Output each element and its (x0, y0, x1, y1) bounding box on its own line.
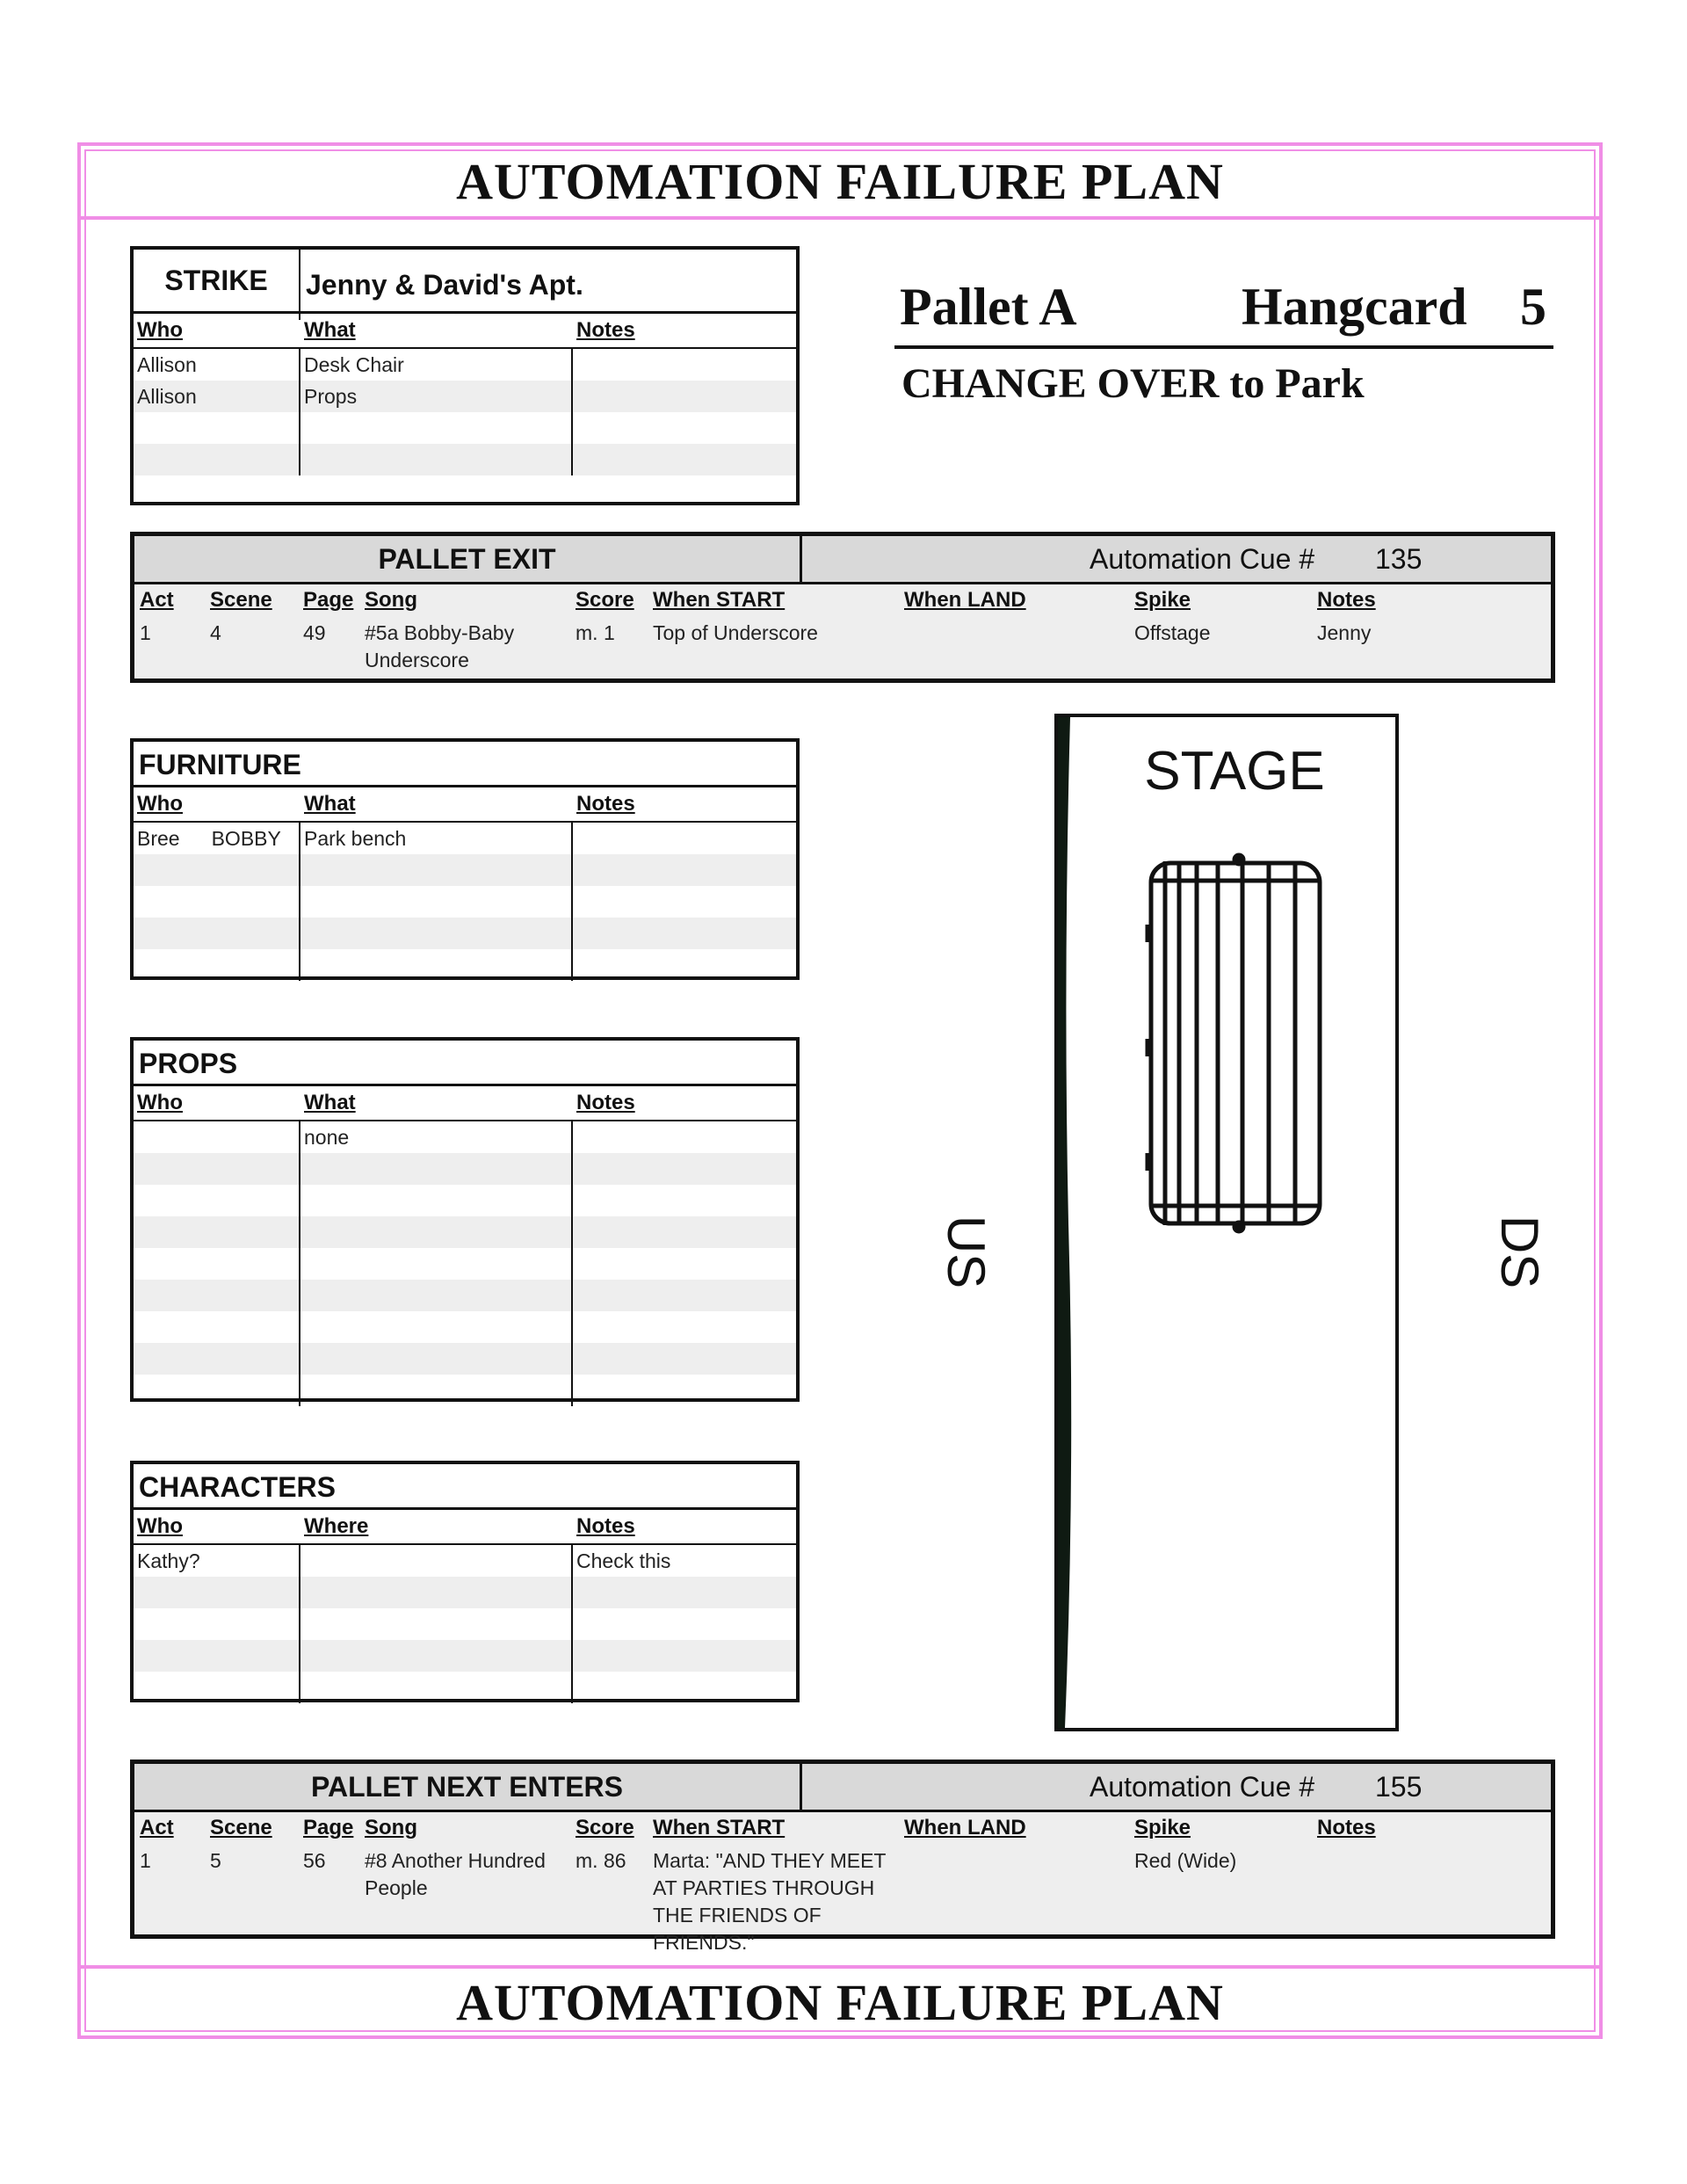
table-row (134, 1311, 796, 1343)
header-when-land: When LAND (904, 588, 1026, 612)
header-what: What (304, 318, 356, 342)
cell-who (134, 1375, 300, 1406)
cell-notes (573, 823, 796, 854)
cell-what (300, 1311, 573, 1343)
header-what: What (304, 792, 356, 816)
header-notes: Notes (1317, 1816, 1376, 1839)
cell-notes: Jenny (1317, 621, 1372, 644)
cell-notes (573, 918, 796, 949)
cell-what (300, 1153, 573, 1185)
strike-header (134, 250, 796, 314)
cell-notes (573, 1248, 796, 1280)
cell-what (300, 1185, 573, 1216)
table-row (134, 349, 796, 381)
table-row (134, 1216, 796, 1248)
cell-notes (573, 1577, 796, 1608)
table-row (134, 1640, 796, 1672)
cell-notes: Check this (576, 1549, 671, 1572)
cell-what (300, 949, 573, 981)
table-row (134, 1545, 796, 1577)
furniture-column-headers (134, 787, 796, 823)
cell-who (134, 823, 300, 854)
header-what: What (304, 1091, 356, 1114)
cell-notes (573, 349, 796, 381)
cue-label: Automation Cue # (1090, 1771, 1315, 1803)
hangcard-label: Hangcard (1242, 278, 1467, 336)
automation-cue (802, 536, 1551, 582)
cell-who-role: BOBBY (211, 827, 281, 850)
header-notes: Notes (576, 318, 635, 342)
cell-who (134, 1121, 300, 1153)
props-table (130, 1037, 800, 1402)
cell-where (300, 1577, 573, 1608)
pallet-next-title: PALLET NEXT ENTERS (134, 1764, 802, 1810)
upstage-label: US (937, 1215, 996, 1289)
cell-who (134, 1311, 300, 1343)
cell-where (300, 1608, 573, 1640)
table-row (134, 1577, 796, 1608)
header-who: Who (137, 1514, 183, 1538)
pallet-next-table (130, 1760, 1555, 1954)
cell-who: Kathy? (137, 1549, 200, 1572)
cell-scene: 4 (210, 621, 221, 644)
props-column-headers (134, 1086, 796, 1121)
pallet-line (894, 277, 1553, 349)
cell-what (300, 1343, 573, 1375)
furniture-table (130, 738, 800, 980)
column-divider (299, 349, 300, 475)
cell-notes (573, 886, 796, 918)
column-divider (571, 823, 573, 981)
cell-who (134, 412, 300, 444)
cue-label: Automation Cue # (1090, 543, 1315, 575)
cell-who (134, 1640, 300, 1672)
cell-notes (573, 412, 796, 444)
table-row (134, 444, 796, 475)
automation-cue (802, 1764, 1551, 1810)
header-notes: Notes (576, 1514, 635, 1538)
header-when-land: When LAND (904, 1816, 1026, 1839)
column-divider (299, 823, 300, 981)
furniture-title: FURNITURE (134, 742, 796, 787)
cell-who (134, 1672, 300, 1703)
column-divider (571, 1545, 573, 1703)
strike-label: STRIKE (134, 250, 300, 320)
cell-who (134, 1280, 300, 1311)
cell-when-start: Top of Underscore (653, 621, 818, 644)
table-row (134, 1343, 796, 1375)
cell-where (300, 1640, 573, 1672)
header-spike: Spike (1134, 588, 1191, 612)
cell-notes (573, 854, 796, 886)
cell-notes (573, 381, 796, 412)
header-where: Where (304, 1514, 369, 1538)
cell-what (300, 412, 573, 444)
header-who: Who (137, 1091, 183, 1114)
park-bench-icon (1148, 855, 1320, 1231)
top-banner: AUTOMATION FAILURE PLAN (81, 148, 1599, 220)
cell-who-name: Bree (137, 827, 180, 850)
cell-what (300, 918, 573, 949)
table-row (134, 1375, 796, 1406)
cell-who (134, 1185, 300, 1216)
header-song: Song (365, 588, 417, 612)
characters-column-headers (134, 1510, 796, 1545)
cell-score: m. 86 (576, 1849, 626, 1872)
characters-table (130, 1461, 800, 1702)
downstage-label: DS (1490, 1215, 1550, 1289)
cell-score: m. 1 (576, 621, 615, 644)
cell-notes (573, 1375, 796, 1406)
header-notes: Notes (576, 792, 635, 816)
cell-what: Props (304, 385, 358, 408)
pallet-name: Pallet A (900, 278, 1077, 336)
table-row (134, 1185, 796, 1216)
cell-what: none (304, 1126, 350, 1149)
cell-song: #5a Bobby-Baby Underscore (365, 621, 515, 671)
cell-who (134, 949, 300, 981)
cell-what (300, 1375, 573, 1406)
cell-what (300, 886, 573, 918)
header-act: Act (140, 1816, 174, 1839)
cell-where (300, 1545, 573, 1577)
cell-notes (573, 949, 796, 981)
cell-notes (573, 1185, 796, 1216)
header-when-start: When START (653, 1816, 786, 1839)
hangcard-number: 5 (1520, 278, 1546, 336)
cell-what: Desk Chair (304, 353, 404, 376)
cell-who: Allison (137, 385, 197, 408)
cell-who: Allison (137, 353, 197, 376)
column-divider (299, 1121, 300, 1406)
cell-notes (573, 1216, 796, 1248)
header-when-start: When START (653, 588, 786, 612)
header-spike: Spike (1134, 1816, 1191, 1839)
pallet-exit-table (130, 532, 1555, 683)
cell-notes (573, 1280, 796, 1311)
cell-act: 1 (140, 621, 151, 644)
table-row (134, 381, 796, 412)
table-row (134, 1672, 796, 1703)
strike-table (130, 246, 800, 505)
cell-who (134, 444, 300, 475)
cell-who (134, 1248, 300, 1280)
header-notes: Notes (1317, 588, 1376, 612)
cell-notes (573, 1121, 796, 1153)
header-scene: Scene (210, 1816, 272, 1839)
header-page: Page (303, 1816, 354, 1839)
cell-scene: 5 (210, 1849, 221, 1872)
table-row (134, 949, 796, 981)
strike-location: Jenny & David's Apt. (306, 269, 583, 301)
table-row (134, 886, 796, 918)
stage-label: STAGE (1144, 741, 1325, 802)
header-who: Who (137, 318, 183, 342)
cell-who (134, 1577, 300, 1608)
cell-what (300, 854, 573, 886)
table-row (134, 1153, 796, 1185)
cell-who (134, 854, 300, 886)
cell-what (300, 1216, 573, 1248)
cell-where (300, 1672, 573, 1703)
change-over: CHANGE OVER to Park (901, 360, 1365, 407)
header-act: Act (140, 588, 174, 612)
header-who: Who (137, 792, 183, 816)
characters-title: CHARACTERS (134, 1464, 796, 1510)
cell-notes (573, 444, 796, 475)
stage-drawing (1054, 714, 1399, 1731)
table-row (134, 1608, 796, 1640)
cell-who (134, 886, 300, 918)
column-divider (299, 1545, 300, 1703)
cell-act: 1 (140, 1849, 151, 1872)
table-row (134, 823, 796, 854)
cell-page: 56 (303, 1849, 326, 1872)
cell-what (300, 1248, 573, 1280)
cell-what (300, 1280, 573, 1311)
cell-spike: Offstage (1134, 621, 1211, 644)
header-scene: Scene (210, 588, 272, 612)
cell-what: Park bench (304, 827, 407, 850)
cell-song: #8 Another Hundred People (365, 1849, 546, 1899)
cell-notes (573, 1311, 796, 1343)
table-row (134, 854, 796, 886)
bottom-banner: AUTOMATION FAILURE PLAN (81, 1965, 1599, 2037)
pallet-heading (894, 277, 1553, 408)
header-song: Song (365, 1816, 417, 1839)
cell-notes (573, 1343, 796, 1375)
table-row (134, 1121, 796, 1153)
cue-number: 155 (1375, 1771, 1423, 1803)
cell-spike: Red (Wide) (1134, 1849, 1237, 1872)
stage-edge (1058, 717, 1071, 1728)
cell-who (134, 1216, 300, 1248)
header-notes: Notes (576, 1091, 635, 1114)
props-title: PROPS (134, 1041, 796, 1086)
header-page: Page (303, 588, 354, 612)
cell-notes (573, 1672, 796, 1703)
cell-who (134, 918, 300, 949)
table-row (134, 412, 796, 444)
table-row (134, 1280, 796, 1311)
table-row (134, 1248, 796, 1280)
pallet-exit-title: PALLET EXIT (134, 536, 802, 582)
cell-who (134, 1153, 300, 1185)
cell-notes (573, 1640, 796, 1672)
cell-notes (573, 1608, 796, 1640)
cell-page: 49 (303, 621, 326, 644)
stage-diagram (1054, 714, 1399, 1731)
strike-column-headers (134, 314, 796, 349)
column-divider (571, 1121, 573, 1406)
table-row (134, 918, 796, 949)
cell-when-start: Marta: "AND THEY MEET AT PARTIES THROUGH THE FRIENDS OF FRIENDS." (653, 1849, 887, 1954)
column-divider (571, 349, 573, 475)
cue-number: 135 (1375, 543, 1423, 575)
cell-who (134, 1608, 300, 1640)
cell-what (300, 444, 573, 475)
header-score: Score (576, 1816, 634, 1839)
cell-who (134, 1343, 300, 1375)
cell-notes (573, 1153, 796, 1185)
header-score: Score (576, 588, 634, 612)
